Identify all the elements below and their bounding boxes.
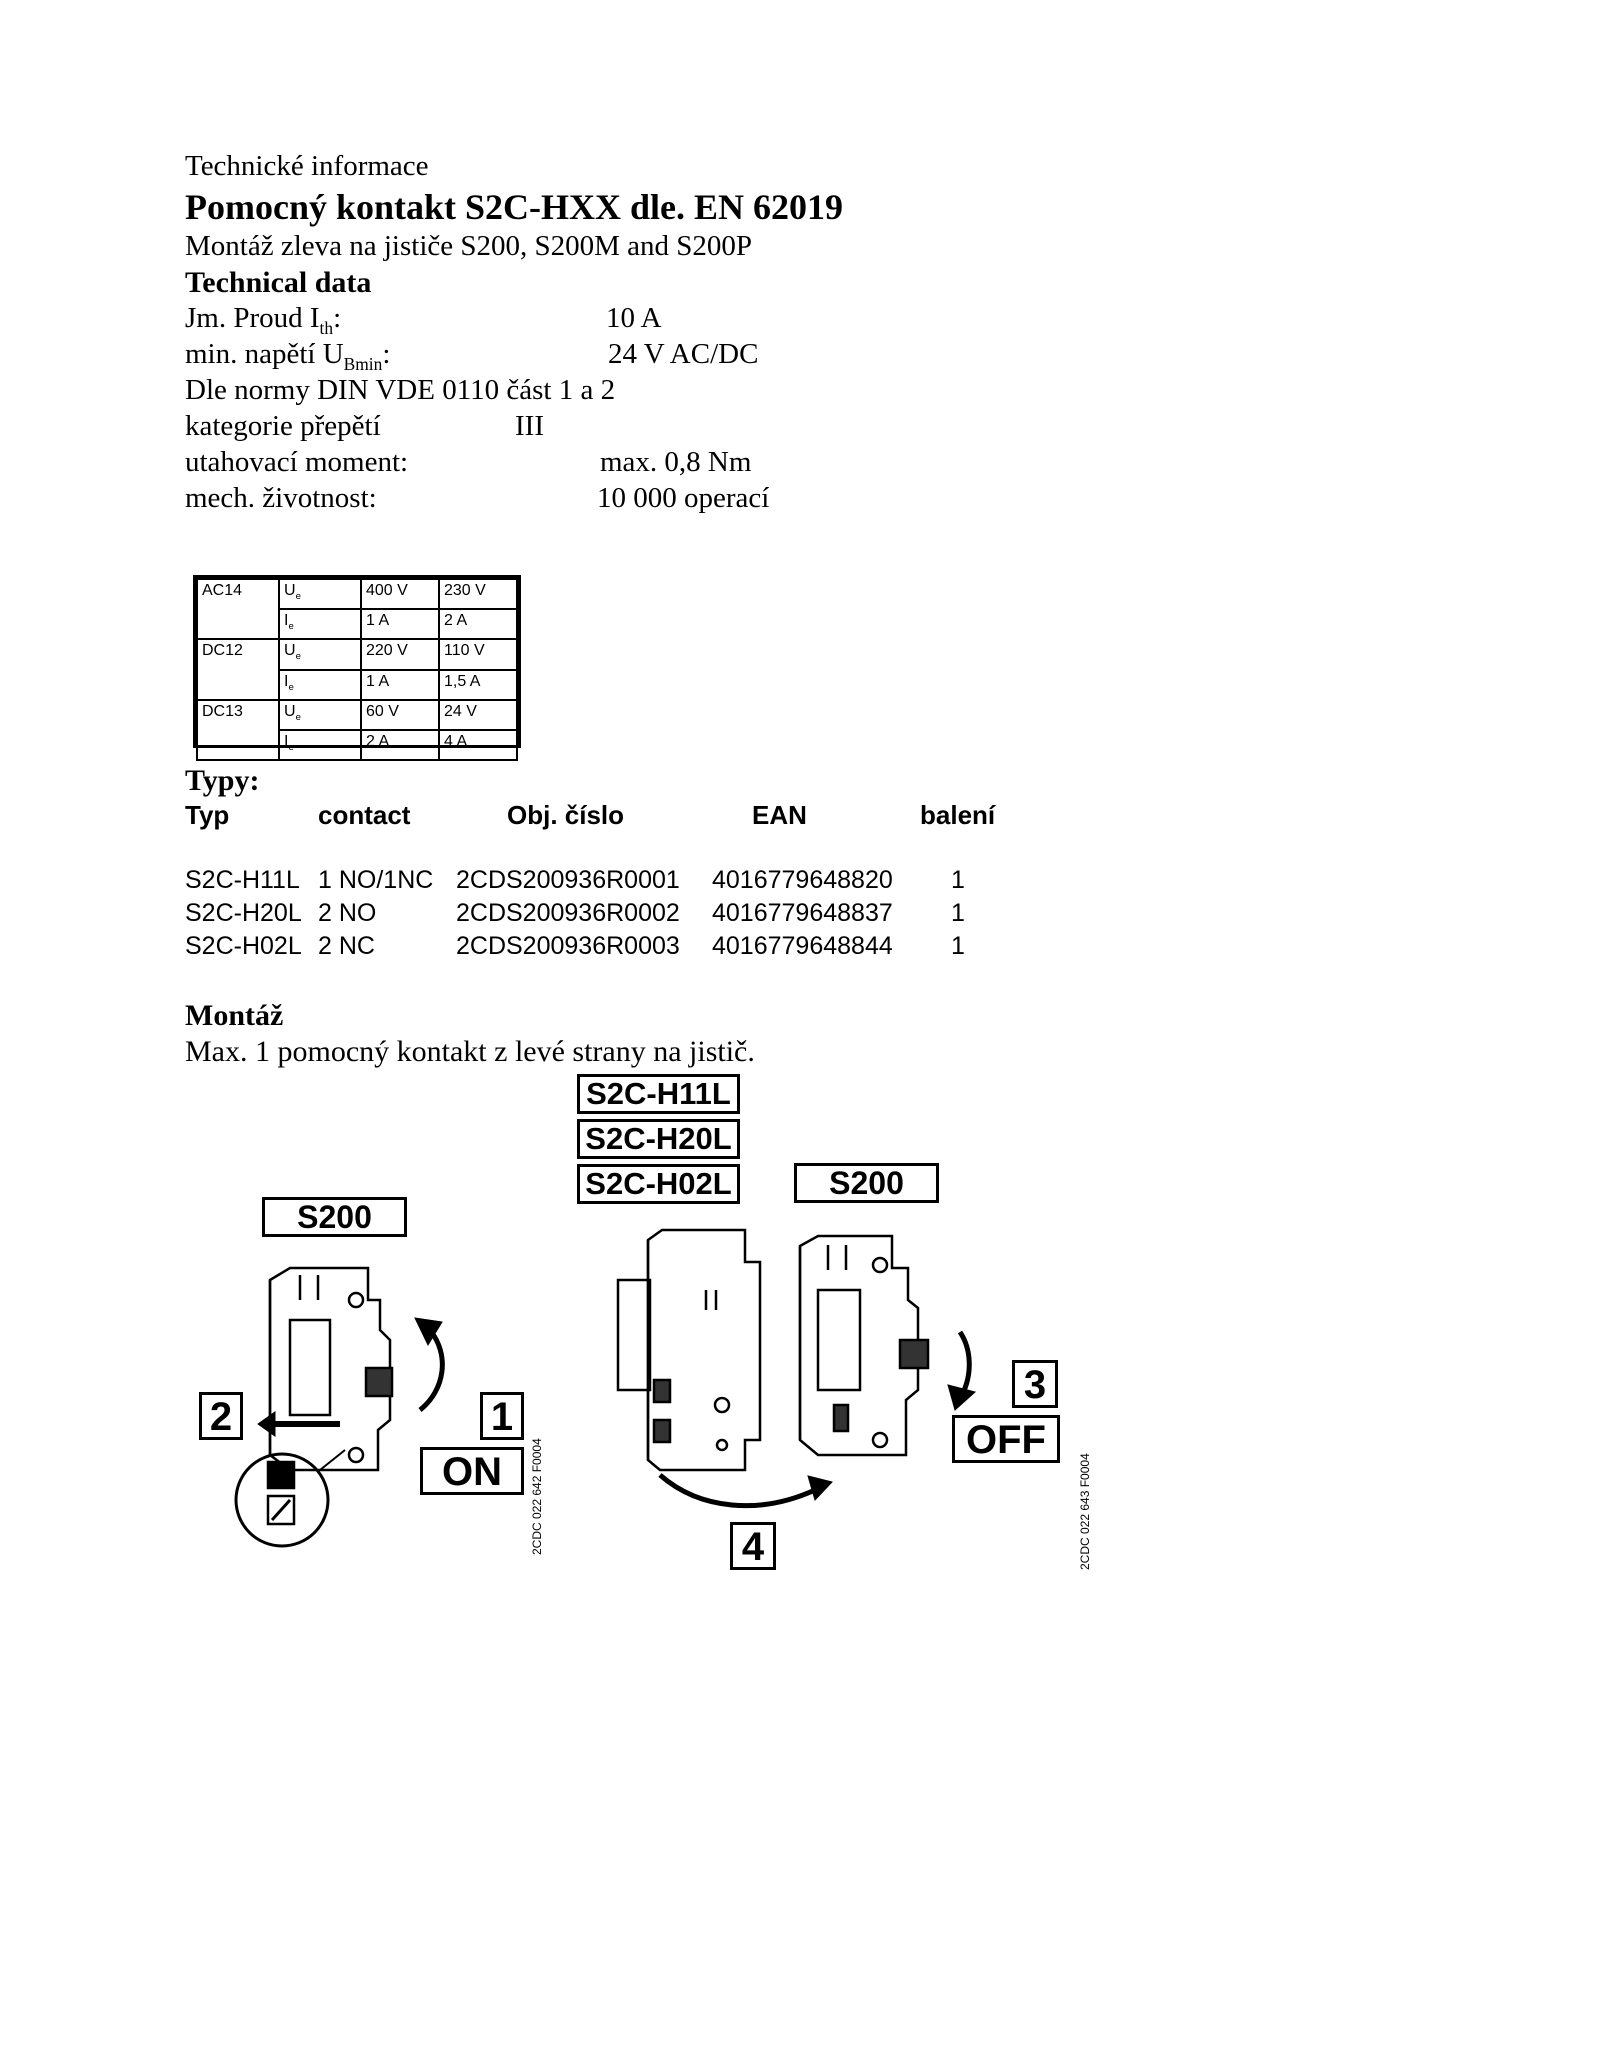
mounting-text: Max. 1 pomocný kontakt z levé strany na jistič. — [185, 1035, 755, 1068]
type-cell: S2C-H11L — [185, 866, 300, 894]
spec-value: III — [515, 410, 544, 442]
section-label: Technické informace — [185, 150, 429, 182]
step-1-box: 1 — [480, 1392, 524, 1440]
contact-cell: 2 NO — [318, 899, 377, 927]
mounting-heading: Montáž — [185, 999, 284, 1032]
column-header: balení — [920, 800, 996, 830]
value-cell: 230 V — [439, 579, 517, 609]
right-breaker-label: S200 — [794, 1163, 939, 1203]
column-header: Typ — [185, 800, 230, 830]
symbol-cell: $U_e$ — [279, 579, 361, 609]
step-4-box: 4 — [730, 1522, 776, 1570]
symbol-cell: $I_e$ — [279, 670, 361, 700]
column-header: contact — [318, 800, 411, 830]
category-cell: DC12 — [197, 639, 279, 699]
column-header: Obj. číslo — [507, 800, 625, 830]
aux-contact-icon — [618, 1230, 760, 1470]
curved-arrow-right-icon — [660, 1475, 815, 1506]
contact-cell: 1 NO/1NC — [318, 866, 434, 894]
value-cell: 1 A — [361, 670, 439, 700]
spec-value: 10 000 operací — [597, 482, 770, 514]
types-heading: Typy: — [185, 764, 260, 797]
contact-label-h11l: S2C-H11L — [577, 1074, 740, 1114]
value-cell: 24 V — [439, 700, 517, 730]
step-3-box: 3 — [1012, 1360, 1058, 1408]
category-cell: AC14 — [197, 579, 279, 639]
spec-label: min. napětí $U_{Bmin}$: — [185, 338, 391, 374]
tech-heading: Technical data — [185, 266, 372, 299]
drawing-code-left: 2CDC 022 642 F0004 — [530, 1438, 544, 1555]
symbol-cell: $I_e$ — [279, 730, 361, 760]
off-label: OFF — [952, 1415, 1060, 1463]
category-cell: DC13 — [197, 700, 279, 760]
order-number-cell: 2CDS200936R0001 — [456, 866, 680, 894]
order-number-cell: 2CDS200936R0003 — [456, 932, 680, 960]
drawing-code-right: 2CDC 022 643 F0004 — [1078, 1453, 1092, 1570]
spec-value: 10 A — [606, 302, 662, 334]
value-cell: 2 A — [361, 730, 439, 760]
page-title: Pomocný kontakt S2C-HXX dle. EN 62019 — [185, 187, 844, 227]
contact-label-h02l: S2C-H02L — [577, 1164, 740, 1204]
type-cell: S2C-H20L — [185, 899, 302, 927]
value-cell: 1,5 A — [439, 670, 517, 700]
detail-zoom-icon — [236, 1450, 345, 1546]
value-cell: 110 V — [439, 639, 517, 669]
spec-label: utahovací moment: — [185, 446, 409, 478]
package-cell: 1 — [951, 932, 965, 960]
curved-arrow-up-icon — [420, 1330, 442, 1410]
ean-cell: 4016779648844 — [712, 932, 893, 960]
spec-label: Jm. Proud $I_{th}$: — [185, 302, 342, 338]
symbol-cell: $U_e$ — [279, 700, 361, 730]
ean-cell: 4016779648820 — [712, 866, 893, 894]
step-2-box: 2 — [199, 1392, 243, 1440]
subtitle: Montáž zleva na jističe S200, S200M and S200P — [185, 230, 753, 262]
value-cell: 400 V — [361, 579, 439, 609]
curved-arrow-down-icon — [960, 1332, 969, 1395]
order-number-cell: 2CDS200936R0002 — [456, 899, 680, 927]
contact-cell: 2 NC — [318, 932, 375, 960]
spec-label: kategorie přepětí — [185, 410, 381, 442]
type-cell: S2C-H02L — [185, 932, 302, 960]
symbol-cell: $I_e$ — [279, 609, 361, 639]
ean-cell: 4016779648837 — [712, 899, 893, 927]
symbol-cell: $U_e$ — [279, 639, 361, 669]
column-header: EAN — [752, 800, 807, 830]
contact-label-h20l: S2C-H20L — [577, 1119, 740, 1159]
on-label: ON — [420, 1447, 524, 1495]
package-cell: 1 — [951, 866, 965, 894]
right-breaker-icon — [800, 1236, 928, 1455]
package-cell: 1 — [951, 899, 965, 927]
value-cell: 60 V — [361, 700, 439, 730]
left-breaker-icon — [270, 1268, 392, 1470]
value-cell: 2 A — [439, 609, 517, 639]
spec-value: max. 0,8 Nm — [600, 446, 752, 478]
spec-label: mech. životnost: — [185, 482, 377, 514]
spec-value: 24 V AC/DC — [608, 338, 759, 370]
value-cell: 4 A — [439, 730, 517, 760]
value-cell: 1 A — [361, 609, 439, 639]
value-cell: 220 V — [361, 639, 439, 669]
spec-label: Dle normy DIN VDE 0110 část 1 a 2 — [185, 374, 616, 406]
left-breaker-label: S200 — [262, 1197, 407, 1237]
